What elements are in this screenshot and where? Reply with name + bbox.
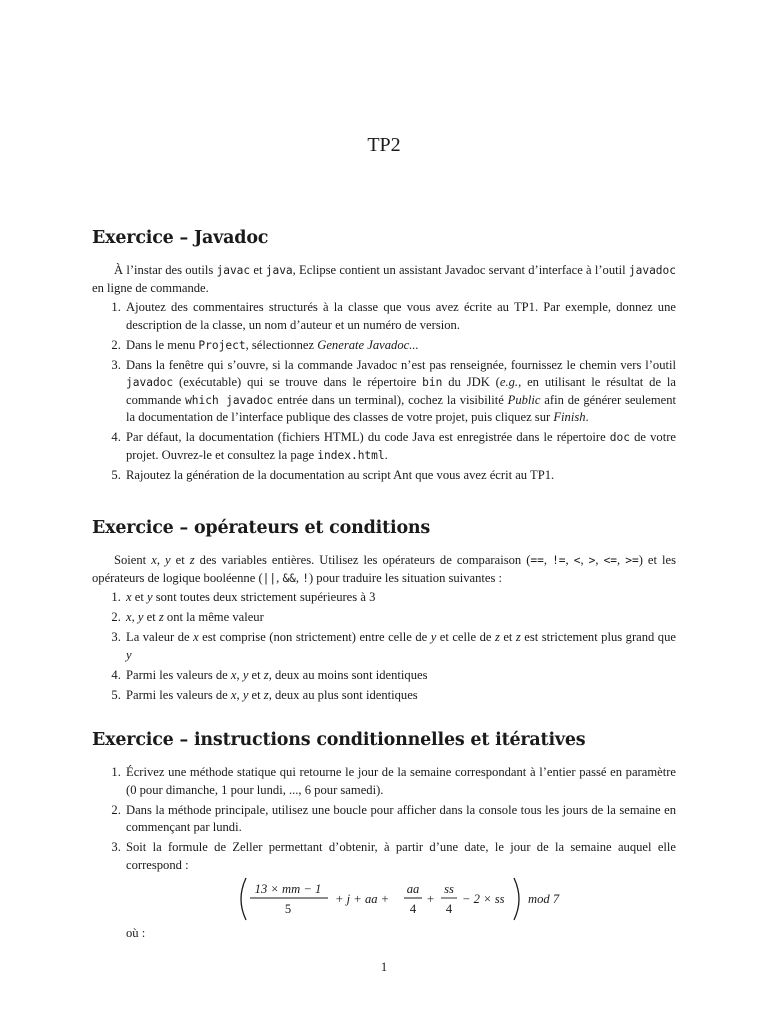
list-item: 5. Rajoutez la génération de la documentation au script Ant que vous avez écrit au TP1. <box>124 467 676 485</box>
list-item: 1. x et y sont toutes deux strictement supérieures à 3 <box>124 589 676 607</box>
section-instructions <box>92 730 676 877</box>
operateurs-list <box>92 589 676 704</box>
zeller-formula <box>236 876 576 922</box>
left-paren <box>241 878 246 920</box>
section-operateurs <box>92 518 676 707</box>
frac1-denominator: 5 <box>284 902 292 916</box>
list-item: 1. Ajoutez des commentaires structurés à la classe que vous avez écrite au TP1. Par exemple, donnez une description de la classe, un nom d’auteur et un numéro de version. <box>124 299 676 334</box>
list-item: 2. x, y et z ont la même valeur <box>124 609 676 627</box>
right-paren <box>514 878 519 920</box>
section-heading: Exercice – opérateurs et conditions <box>92 518 431 538</box>
formula-middle: + j + aa + <box>335 892 390 906</box>
document-title: TP2 <box>367 134 401 156</box>
list-item: 2. Dans la méthode principale, utilisez une boucle pour afficher dans la console tous les jours de la semaine en commençant par lundi. <box>124 802 676 837</box>
frac3-numerator: ss <box>444 882 454 896</box>
section-heading: Exercice – instructions conditionnelles et itératives <box>92 730 586 750</box>
formula-plus: + <box>427 892 435 906</box>
frac1-numerator: 13 × mm − 1 <box>254 882 322 896</box>
javadoc-list <box>92 299 676 484</box>
list-item: 3. Soit la formule de Zeller permettant d’obtenir, à partir d’une date, le jour de la semaine auquel elle correspond : <box>124 839 676 874</box>
list-item: 4. Par défaut, la documentation (fichiers HTML) du code Java est enregistrée dans le répertoire doc de votre projet. Ouvrez-le et consultez la page index.html. <box>124 429 676 464</box>
frac2-numerator: aa <box>406 882 420 896</box>
formula-svg <box>236 876 576 922</box>
instructions-list <box>92 764 676 874</box>
list-item: 5. Parmi les valeurs de x, y et z, deux au plus sont identiques <box>124 687 676 705</box>
section-intro: À l’instar des outils javac et java, Eclipse contient un assistant Javadoc servant d’interface à l’outil javadoc en ligne de commande. <box>92 263 677 295</box>
section-heading: Exercice – Javadoc <box>92 228 269 248</box>
list-item: 2. Dans le menu Project, sélectionnez Generate Javadoc... <box>124 337 676 355</box>
page-number: 1 <box>380 960 388 974</box>
section-intro: Soient x, y et z des variables entières. Utilisez les opérateurs de comparaison (==, !=, <, >, <=, >=) et les opérateurs de logique booléenne (||, &&, !) pour traduire les situation suivantes : <box>92 553 677 585</box>
list-item: 1. Écrivez une méthode statique qui retourne le jour de la semaine correspondant à l’entier passé en paramètre (0 pour dimanche, 1 pour lundi, ..., 6 pour samedi). <box>124 764 676 799</box>
section-javadoc <box>92 228 676 487</box>
list-item: 3. La valeur de x est comprise (non strictement) entre celle de y et celle de z et z est strictement plus grand que y <box>124 629 676 664</box>
formula-tail: − 2 × ss <box>462 892 505 906</box>
frac3-denominator: 4 <box>445 902 453 916</box>
ou-label: où : <box>126 926 146 940</box>
frac2-denominator: 4 <box>409 902 417 916</box>
list-item: 4. Parmi les valeurs de x, y et z, deux au moins sont identiques <box>124 667 676 685</box>
list-item: 3. Dans la fenêtre qui s’ouvre, si la commande Javadoc n’est pas renseignée, fournissez le chemin vers l’outil javadoc (exécutable) qui se trouve dans le répertoire bin du JDK (e.g., en utilisant le résultat de la commande which javadoc entrée dans un terminal), cochez la visibilité Public afin de générer seulement la documentation de l’interface publique des classes de votre projet, puis cliquez sur Finish. <box>124 357 676 427</box>
formula-mod: mod 7 <box>528 892 560 906</box>
